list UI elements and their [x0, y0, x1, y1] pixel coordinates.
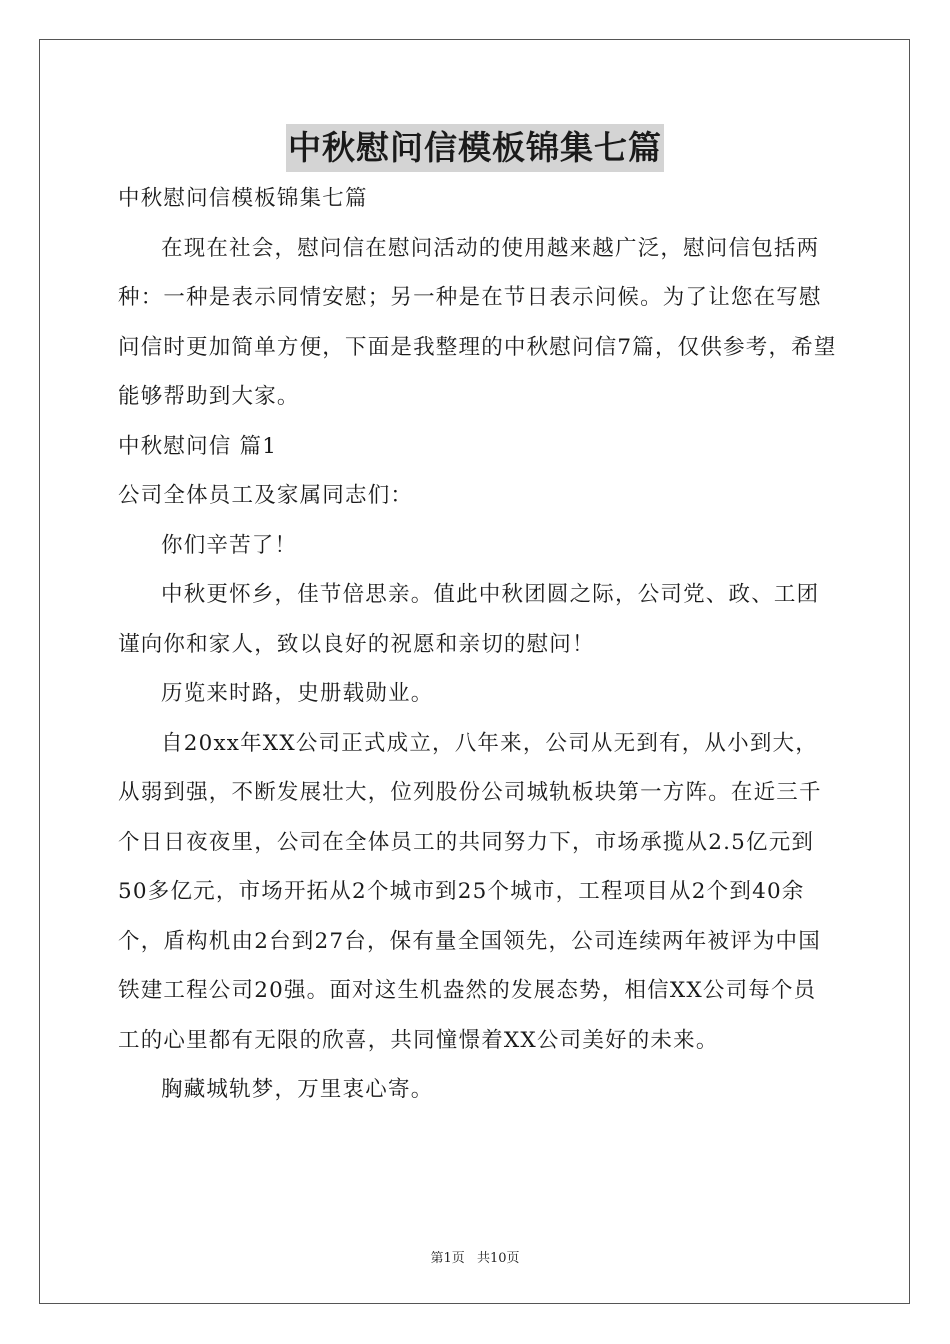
paragraph-list: [118, 224, 838, 1115]
document-body: [118, 174, 838, 1115]
document-title-text: 中秋慰问信模板锦集七篇: [286, 124, 664, 172]
body-paragraph: 胸藏城轨梦，万里衷心寄。: [161, 1077, 434, 1102]
body-paragraph: 自20xx年XX公司正式成立，八年来，公司从无到有，从小到大，从弱到强，不断发展壮大，位列股份公司城轨板块第一方阵。在近三千个日日夜夜里，公司在全体员工的共同努力下，市场承揽从2.5亿元到50多亿元，市场开拓从2个城市到25个城市，工程项目从2个到40余个，盾构机由2台到27台，保有量全国领先，公司连续两年被评为中国铁建工程公司20强。面对这生机盎然的发展态势，相信XX公司每个员工的心里都有无限的欣喜，共同憧憬着XX公司美好的未来。: [118, 730, 822, 1053]
document-subtitle: 中秋慰问信模板锦集七篇: [118, 186, 368, 211]
body-paragraph: 历览来时路，史册载勋业。: [161, 681, 434, 706]
document-title: [0, 124, 950, 172]
page-footer: [0, 1247, 950, 1266]
body-paragraph: 公司全体员工及家属同志们：: [118, 483, 414, 508]
page-number: 第1页: [430, 1251, 465, 1266]
page-total: 共10页: [476, 1251, 520, 1266]
body-paragraph: 中秋慰问信 篇1: [118, 433, 278, 459]
body-paragraph: 在现在社会，慰问信在慰问活动的使用越来越广泛，慰问信包括两种：一种是表示同情安慰；另一种是在节日表示问候。为了让您在写慰问信时更加简单方便，下面是我整理的中秋慰问信7篇，仅供参考，希望能够帮助到大家。: [118, 235, 837, 409]
body-paragraph: 中秋更怀乡，佳节倍思亲。值此中秋团圆之际，公司党、政、工团谨向你和家人，致以良好的祝愿和亲切的慰问！: [118, 582, 820, 657]
body-paragraph: 你们辛苦了！: [161, 532, 298, 558]
